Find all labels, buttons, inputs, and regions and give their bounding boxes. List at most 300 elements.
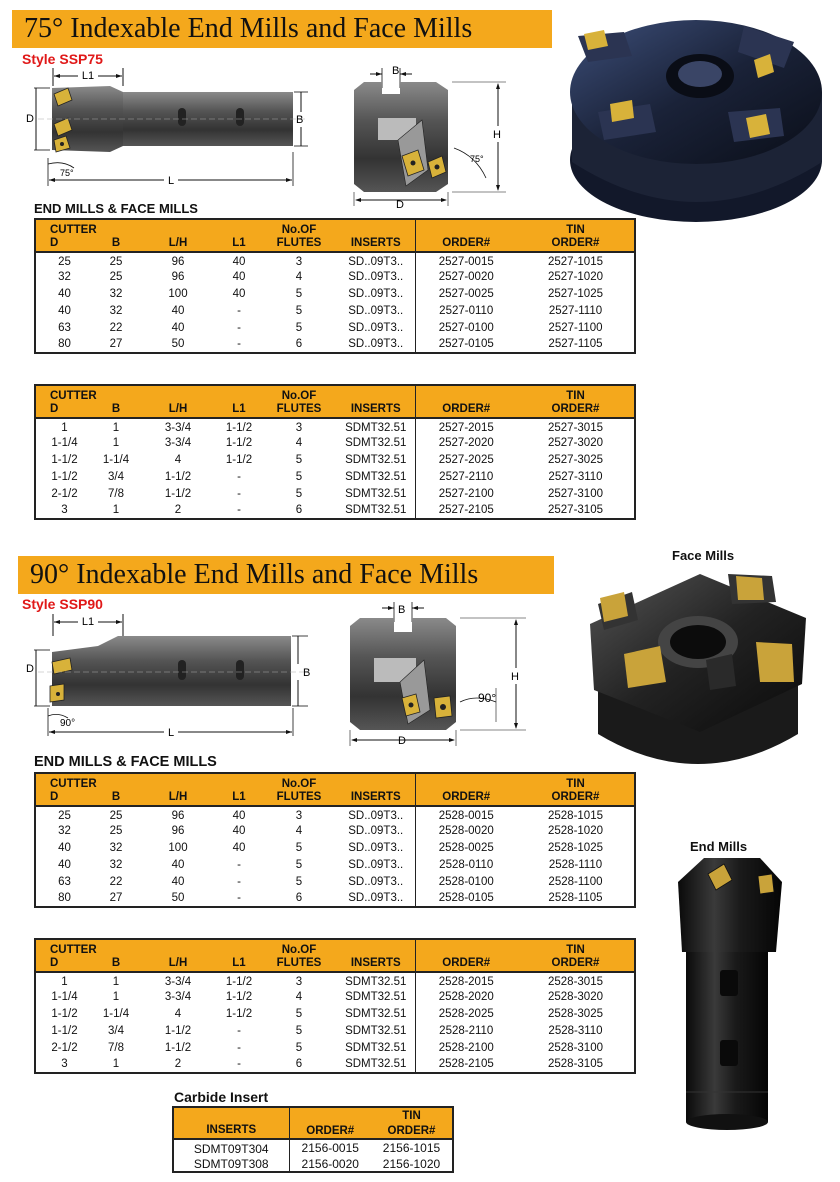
table-header-cell: ORDER#	[551, 402, 600, 415]
table-cell: 5	[295, 1024, 303, 1037]
table-cell: 3	[295, 976, 303, 989]
table-header-cell: CUTTER	[50, 389, 97, 402]
dim-d: D	[398, 735, 406, 747]
table-header-cell: TIN	[566, 943, 585, 956]
table-cell: 27	[109, 891, 123, 904]
table-cell: 3-3/4	[164, 437, 192, 450]
table-cell: -	[237, 503, 241, 516]
table-90-inch	[34, 938, 636, 1074]
table-cell: 2528-0100	[415, 873, 517, 890]
table-header-cell: B	[111, 402, 121, 415]
table-cell: 4	[295, 991, 303, 1004]
table-cell: 2528-3100	[548, 1041, 603, 1054]
table-header-cell: TIN	[566, 223, 585, 236]
section90-title: 90° Indexable End Mills and Face Mills	[18, 556, 554, 594]
dim-d: D	[26, 663, 34, 675]
table-header-cell: ORDER#	[415, 790, 517, 806]
table-cell: 2527-0100	[415, 319, 517, 336]
table-cell: 2527-2025	[415, 452, 517, 469]
table-row	[35, 856, 635, 873]
table-cell: SD..09T3..	[348, 875, 404, 888]
table-header-cell: L1	[232, 956, 246, 969]
end-mills-label: End Mills	[690, 839, 748, 854]
table-header-cell	[93, 773, 139, 790]
section90-table-label: END MILLS & FACE MILLS	[34, 754, 217, 770]
table-cell: SD..09T3..	[348, 810, 404, 823]
table-header-row	[35, 236, 635, 252]
table-cell: 1-1/2	[51, 453, 78, 466]
table-header-cell	[217, 773, 261, 790]
table-cell: 50	[171, 337, 185, 350]
table-cell: 1	[112, 422, 120, 435]
table-cell: 2527-1105	[548, 337, 603, 350]
table-cell: 2527-0020	[415, 269, 517, 286]
table-cell: 2528-1025	[548, 841, 603, 854]
table-cell: 2528-0015	[415, 806, 517, 823]
table-cell: 2527-2015	[415, 418, 517, 435]
carbide-header: TIN	[402, 1109, 421, 1122]
table-cell: 2527-2105	[415, 502, 517, 519]
table-cell: 1-1/2	[225, 422, 253, 435]
section75-title: 75° Indexable End Mills and Face Mills	[12, 10, 552, 48]
table-cell: 2527-2110	[415, 468, 517, 485]
table-cell: 96	[171, 810, 185, 823]
table-cell: 4	[174, 453, 182, 466]
table-header-cell: L/H	[168, 402, 188, 415]
table-cell: 6	[295, 891, 303, 904]
table-cell: 27	[109, 337, 123, 350]
carbide-insert-title: Carbide Insert	[174, 1089, 269, 1105]
face-mills-label: Face Mills	[672, 548, 735, 563]
table-cell: SD..09T3..	[348, 891, 404, 904]
section90-style-label: Style SSP90	[22, 596, 103, 612]
table-cell: 3	[295, 810, 303, 823]
table-cell: -	[237, 337, 241, 350]
table-cell: 1-1/2	[164, 1041, 192, 1054]
table-cell: 1-1/4	[51, 437, 78, 450]
dim-b: B	[296, 114, 304, 126]
table-cell: 1	[112, 991, 120, 1004]
table-row	[35, 319, 635, 336]
dim-angle: 90°	[60, 718, 76, 729]
table-row	[35, 435, 635, 452]
table-cell: 3-3/4	[164, 422, 192, 435]
table-header-cell: D	[50, 956, 59, 969]
table-header-cell	[337, 773, 415, 790]
table-header-cell: L1	[232, 790, 246, 803]
section90-side-drawing	[18, 608, 318, 738]
table-cell: 2528-1015	[548, 810, 603, 823]
table-cell: SD..09T3..	[348, 304, 404, 317]
table-cell: 5	[295, 304, 303, 317]
table-cell: 40	[58, 287, 71, 300]
table-header-row	[35, 402, 635, 418]
table-cell: 40	[58, 858, 71, 871]
table-cell: 3/4	[108, 470, 124, 483]
table-cell: 5	[295, 1041, 303, 1054]
dim-l1: L1	[81, 70, 95, 82]
table-header-cell: TIN	[566, 777, 585, 790]
carbide-cell: 2156-1015	[382, 1141, 441, 1155]
table-cell: 25	[109, 810, 123, 823]
table-cell: 40	[232, 841, 246, 854]
table-cell: 1-1/2	[225, 976, 253, 989]
table-cell: -	[237, 470, 241, 483]
table-header-cell	[337, 939, 415, 956]
section75-table-label: END MILLS & FACE MILLS	[34, 201, 198, 216]
table-cell: SD..09T3..	[348, 825, 404, 838]
table-cell: 5	[295, 487, 303, 500]
table-cell: -	[237, 858, 241, 871]
table-cell: 2-1/2	[51, 1041, 78, 1054]
table-cell: 6	[295, 1057, 303, 1070]
table-header-cell	[93, 939, 139, 956]
table-cell: 100	[168, 287, 188, 300]
table-cell: 2528-2020	[415, 989, 517, 1006]
table-cell: 1-1/2	[164, 487, 192, 500]
face-mill-photo-75	[558, 12, 826, 228]
table-cell: 63	[58, 875, 71, 888]
carbide-row	[173, 1139, 453, 1156]
table-cell: 2528-1100	[548, 875, 603, 888]
table-header-cell: ORDER#	[415, 956, 517, 972]
table-cell: 2527-2020	[415, 435, 517, 452]
table-cell: 40	[232, 256, 246, 269]
table-header-cell: B	[111, 236, 121, 249]
table-cell: 2527-1020	[548, 271, 603, 284]
table-cell: 5	[295, 1007, 303, 1020]
table-cell: 25	[58, 256, 71, 269]
table-row	[35, 989, 635, 1006]
table-header-cell: ORDER#	[415, 402, 517, 418]
table-header-cell	[415, 385, 517, 402]
table-cell: 40	[171, 304, 185, 317]
table-cell: 2528-2110	[415, 1022, 517, 1039]
table-cell: 3/4	[108, 1024, 124, 1037]
table-header-cell: TIN	[566, 389, 585, 402]
table-header-cell: B	[111, 790, 121, 803]
table-cell: 1-1/4	[102, 1007, 130, 1020]
table-cell: 1	[112, 437, 120, 450]
table-cell: 2527-2100	[415, 485, 517, 502]
table-cell: 6	[295, 503, 303, 516]
table-cell: SDMT32.51	[345, 1057, 407, 1070]
end-mill-photo	[664, 852, 794, 1130]
table-row	[35, 302, 635, 319]
table-row	[35, 269, 635, 286]
table-header-cell: L/H	[168, 236, 188, 249]
carbide-cell: 2156-0020	[289, 1156, 371, 1172]
table-cell: SD..09T3..	[348, 337, 404, 350]
table-row	[35, 252, 635, 269]
table-cell: 2528-1110	[548, 858, 603, 871]
table-header-cell: FLUTES	[276, 402, 322, 415]
table-header-cell	[415, 939, 517, 956]
table-row	[35, 452, 635, 469]
table-header-cell: FLUTES	[276, 956, 322, 969]
table-75-metric	[34, 218, 636, 354]
table-cell: 25	[109, 825, 123, 838]
table-90-metric	[34, 772, 636, 908]
table-row	[35, 840, 635, 857]
table-header-cell	[139, 773, 217, 790]
table-cell: 40	[171, 875, 185, 888]
carbide-cell: 2156-0015	[289, 1139, 371, 1156]
table-header-cell	[337, 385, 415, 402]
table-header-cell: L1	[232, 236, 246, 249]
table-cell: SDMT32.51	[345, 976, 407, 989]
table-cell: 40	[232, 825, 246, 838]
table-header-cell: L1	[232, 402, 246, 415]
table-cell: 2527-3025	[548, 453, 603, 466]
table-cell: 1-1/2	[225, 1007, 253, 1020]
table-cell: 3-3/4	[164, 991, 192, 1004]
table-cell: -	[237, 321, 241, 334]
table-row	[35, 502, 635, 519]
table-header-cell: CUTTER	[50, 777, 97, 790]
table-cell: 32	[109, 858, 123, 871]
dim-b: B	[303, 667, 311, 679]
table-header-cell: INSERTS	[350, 236, 401, 249]
table-header-cell: No.OF	[281, 943, 317, 956]
table-header-cell: No.OF	[281, 777, 317, 790]
table-cell: 1-1/2	[51, 1007, 78, 1020]
table-row	[35, 1022, 635, 1039]
table-header-cell: ORDER#	[551, 956, 600, 969]
table-cell: 1-1/2	[225, 453, 253, 466]
section75-style-label: Style SSP75	[22, 51, 103, 67]
dim-d: D	[26, 113, 34, 125]
table-cell: 3	[295, 256, 303, 269]
table-cell: 3	[61, 1057, 68, 1070]
table-cell: SDMT32.51	[345, 487, 407, 500]
table-header-cell: FLUTES	[276, 790, 322, 803]
table-header-row	[35, 956, 635, 972]
table-header-cell: CUTTER	[50, 223, 97, 236]
table-cell: 2527-0105	[415, 336, 517, 353]
table-row	[35, 1039, 635, 1056]
table-cell: 40	[232, 287, 246, 300]
table-cell: 2528-0105	[415, 890, 517, 907]
section90-front-drawing	[336, 598, 536, 748]
table-cell: 2527-1110	[548, 304, 603, 317]
table-cell: 5	[295, 470, 303, 483]
table-header-cell	[139, 939, 217, 956]
table-cell: 2	[174, 503, 182, 516]
dim-angle: 75°	[60, 168, 74, 178]
table-header-cell: D	[50, 790, 59, 803]
table-cell: 2528-2100	[415, 1039, 517, 1056]
carbide-header: INSERTS	[206, 1123, 257, 1136]
table-cell: 25	[109, 271, 123, 284]
table-cell: 80	[58, 337, 71, 350]
table-cell: SDMT32.51	[345, 1007, 407, 1020]
table-header-cell: ORDER#	[551, 790, 600, 803]
table-cell: 63	[58, 321, 71, 334]
table-cell: 22	[109, 321, 123, 334]
dim-h: H	[493, 129, 501, 141]
table-row	[35, 823, 635, 840]
table-header-cell: B	[111, 956, 121, 969]
table-header-cell	[415, 219, 517, 236]
table-cell: -	[237, 1024, 241, 1037]
table-header-cell: No.OF	[281, 389, 317, 402]
table-cell: 4	[295, 271, 303, 284]
table-header-cell: ORDER#	[415, 236, 517, 252]
table-cell: SDMT32.51	[345, 453, 407, 466]
table-cell: 1	[61, 976, 68, 989]
table-cell: 32	[109, 304, 123, 317]
table-cell: 2528-1020	[548, 825, 603, 838]
table-cell: 2527-1100	[548, 321, 603, 334]
table-cell: -	[237, 1041, 241, 1054]
table-cell: 2528-0110	[415, 856, 517, 873]
table-header-cell: ORDER#	[551, 236, 600, 249]
table-header-cell	[217, 939, 261, 956]
table-cell: 1-1/4	[51, 991, 78, 1004]
table-cell: 3	[61, 503, 68, 516]
table-cell: SDMT32.51	[345, 1024, 407, 1037]
table-cell: 2528-1105	[548, 891, 603, 904]
table-cell: 25	[58, 810, 71, 823]
table-header-cell: L/H	[168, 956, 188, 969]
table-cell: 2527-3020	[548, 437, 603, 450]
table-cell: 2527-3100	[548, 487, 603, 500]
table-cell: 7/8	[108, 1041, 124, 1054]
table-cell: 2528-3025	[548, 1007, 603, 1020]
face-mill-photo-90	[580, 564, 816, 786]
table-cell: 2528-2015	[415, 972, 517, 989]
table-cell: 1-1/2	[51, 470, 78, 483]
table-cell: -	[237, 304, 241, 317]
table-cell: 1-1/2	[164, 470, 192, 483]
table-cell: SDMT32.51	[345, 422, 407, 435]
table-cell: SDMT32.51	[345, 1041, 407, 1054]
table-row	[35, 1006, 635, 1023]
table-cell: SD..09T3..	[348, 321, 404, 334]
table-cell: 80	[58, 891, 71, 904]
table-cell: 7/8	[108, 487, 124, 500]
table-cell: 2527-3110	[548, 470, 603, 483]
table-row	[35, 336, 635, 353]
table-cell: 96	[171, 256, 185, 269]
table-header-cell: D	[50, 402, 59, 415]
table-header-cell: L/H	[168, 790, 188, 803]
section75-side-drawing	[18, 62, 318, 190]
dim-b: B	[392, 65, 400, 77]
table-cell: 5	[295, 841, 303, 854]
table-cell: 32	[58, 825, 71, 838]
table-cell: -	[237, 487, 241, 500]
table-cell: 96	[171, 271, 185, 284]
table-header-row	[35, 790, 635, 806]
table-header-cell: INSERTS	[350, 790, 401, 803]
table-row	[35, 418, 635, 435]
table-75-inch	[34, 384, 636, 520]
table-cell: 50	[171, 891, 185, 904]
carbide-cell: SDMT09T304	[193, 1142, 269, 1156]
table-header-cell: FLUTES	[276, 236, 322, 249]
table-cell: SDMT32.51	[345, 991, 407, 1004]
table-cell: 2528-2105	[415, 1056, 517, 1073]
table-row	[35, 890, 635, 907]
table-cell: 2	[174, 1057, 182, 1070]
dim-d: D	[396, 199, 404, 210]
table-cell: 32	[58, 271, 71, 284]
table-cell: 2528-3105	[548, 1057, 603, 1070]
table-cell: 40	[232, 810, 246, 823]
table-header-cell	[139, 219, 217, 236]
table-cell: 2528-0025	[415, 840, 517, 857]
table-header-cell: No.OF	[281, 223, 317, 236]
table-cell: 2528-0020	[415, 823, 517, 840]
dim-l: L	[167, 727, 175, 738]
table-cell: SDMT32.51	[345, 470, 407, 483]
table-cell: 5	[295, 287, 303, 300]
table-row	[35, 485, 635, 502]
table-cell: 1	[112, 976, 120, 989]
table-header-cell	[93, 385, 139, 402]
table-cell: 40	[58, 841, 71, 854]
table-row	[35, 286, 635, 303]
table-cell: SDMT32.51	[345, 437, 407, 450]
table-header-cell	[139, 385, 217, 402]
carbide-insert-table	[172, 1106, 454, 1173]
table-cell: -	[237, 875, 241, 888]
table-header-row	[35, 939, 635, 956]
table-header-row	[35, 385, 635, 402]
dim-h: H	[511, 671, 519, 683]
table-cell: 6	[295, 337, 303, 350]
table-header-cell	[93, 219, 139, 236]
table-cell: 100	[168, 841, 188, 854]
table-cell: 2527-3105	[548, 503, 603, 516]
table-cell: 1	[61, 422, 68, 435]
table-cell: 32	[109, 841, 123, 854]
table-cell: 1-1/4	[102, 453, 130, 466]
table-cell: 5	[295, 875, 303, 888]
table-cell: 2528-3015	[548, 976, 603, 989]
table-header-cell	[217, 385, 261, 402]
table-cell: 5	[295, 321, 303, 334]
table-cell: 1-1/2	[225, 437, 253, 450]
carbide-row	[173, 1156, 453, 1172]
table-header-cell: INSERTS	[350, 956, 401, 969]
table-cell: 3	[295, 422, 303, 435]
table-cell: 2527-1015	[548, 256, 603, 269]
table-cell: 1	[112, 503, 120, 516]
carbide-header	[289, 1107, 371, 1123]
table-cell: 2528-3020	[548, 991, 603, 1004]
table-cell: 1-1/2	[225, 991, 253, 1004]
table-header-row	[35, 773, 635, 790]
table-cell: 96	[171, 825, 185, 838]
table-cell: 40	[171, 858, 185, 871]
table-cell: SDMT32.51	[345, 503, 407, 516]
table-row	[35, 468, 635, 485]
table-cell: 22	[109, 875, 123, 888]
table-cell: SD..09T3..	[348, 271, 404, 284]
table-header-cell	[415, 773, 517, 790]
table-cell: 25	[109, 256, 123, 269]
table-cell: 2528-2025	[415, 1006, 517, 1023]
table-header-cell: INSERTS	[350, 402, 401, 415]
table-cell: 32	[109, 287, 123, 300]
carbide-cell: 2156-1020	[382, 1156, 441, 1171]
section75-front-drawing	[336, 60, 516, 210]
table-cell: 4	[295, 437, 303, 450]
table-header-cell: CUTTER	[50, 943, 97, 956]
